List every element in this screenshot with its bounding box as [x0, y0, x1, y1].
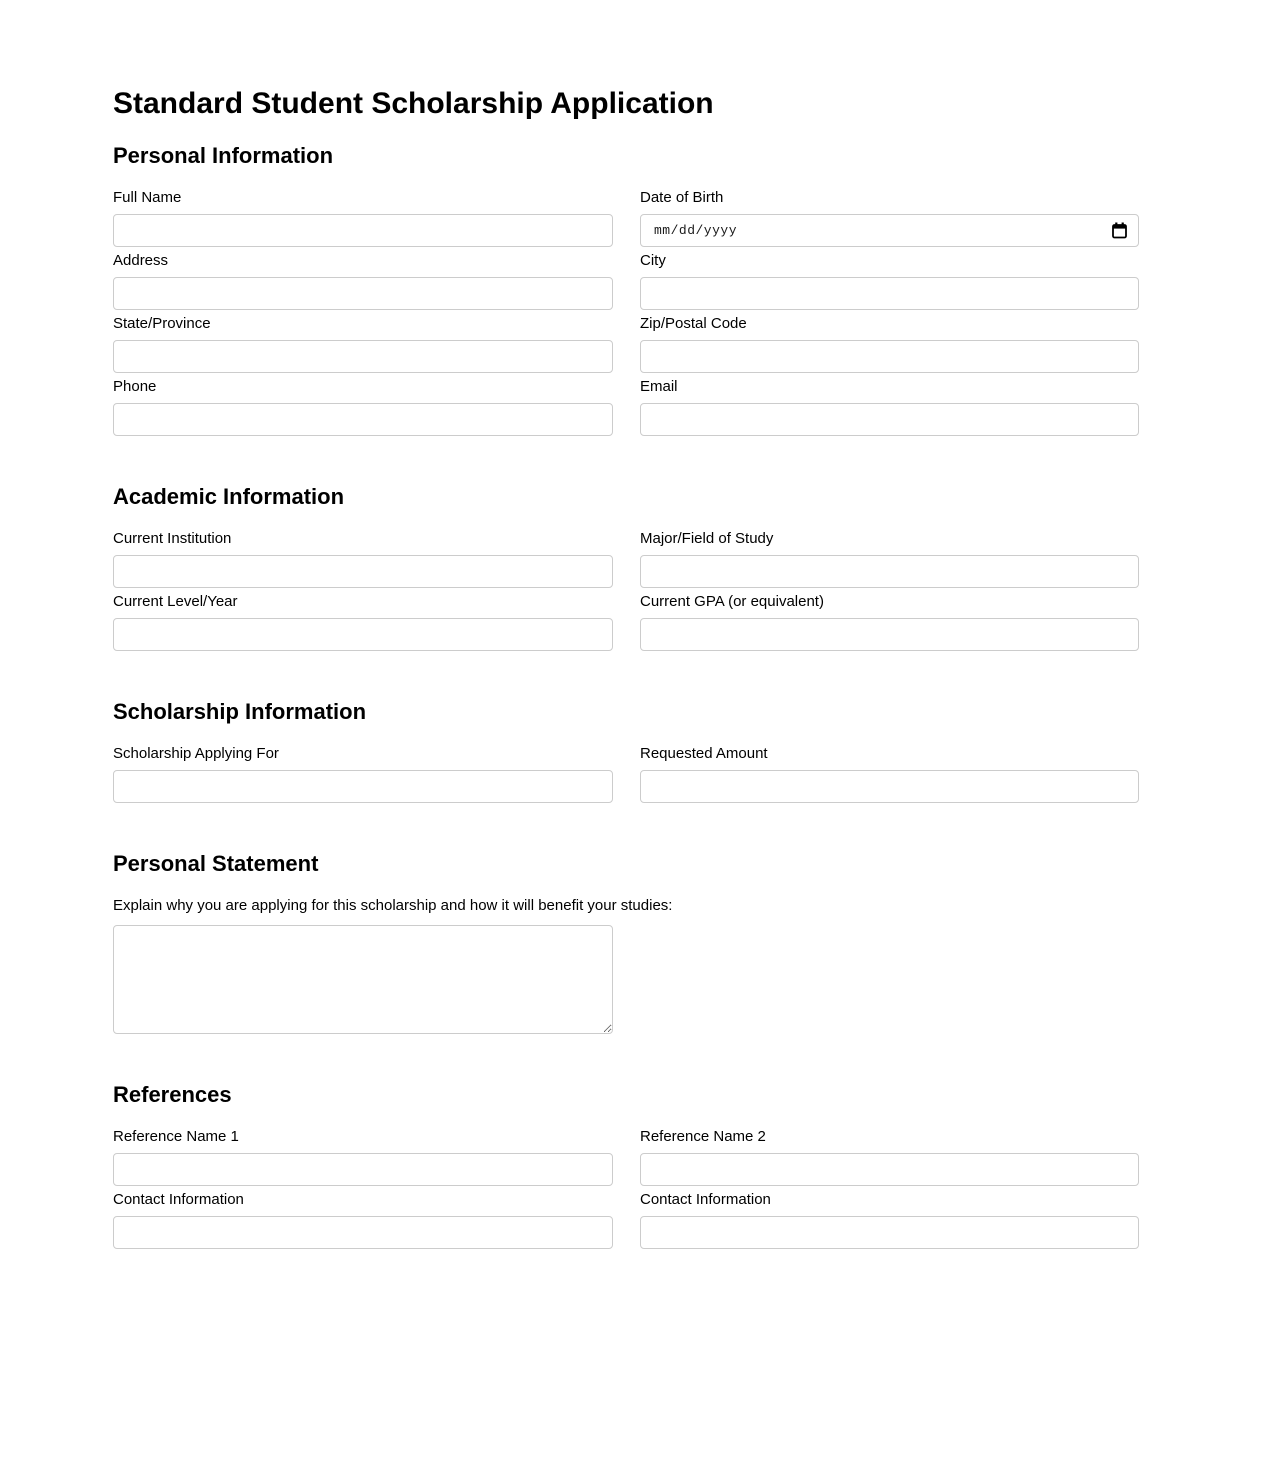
page-title: Standard Student Scholarship Application — [113, 87, 714, 120]
field-city — [640, 252, 1139, 310]
field-phone — [113, 378, 613, 436]
state-province-label: State/Province — [113, 315, 211, 332]
field-current-gpa — [640, 593, 1139, 651]
references-heading: References — [113, 1082, 232, 1107]
field-state-province — [113, 315, 613, 373]
scholarship-applying-for-input[interactable] — [113, 770, 613, 803]
phone-label: Phone — [113, 378, 157, 395]
section-personal-information — [113, 143, 1139, 436]
requested-amount-input[interactable] — [640, 770, 1139, 803]
current-institution-input[interactable] — [113, 555, 613, 588]
field-current-level-year — [113, 593, 613, 651]
section-scholarship-information — [113, 699, 1139, 803]
reference-2-contact-input[interactable] — [640, 1216, 1139, 1249]
scholarship-information-heading: Scholarship Information — [113, 699, 367, 724]
field-email — [640, 378, 1139, 436]
reference-name-2-label: Reference Name 2 — [640, 1128, 766, 1145]
section-references — [113, 1082, 1139, 1249]
address-input[interactable] — [113, 277, 613, 310]
requested-amount-label: Requested Amount — [640, 745, 768, 762]
current-level-year-input[interactable] — [113, 618, 613, 651]
address-label: Address — [113, 252, 169, 269]
full-name-input[interactable] — [113, 214, 613, 247]
date-placeholder: mm/dd/yyyy — [654, 223, 738, 238]
email-input[interactable] — [640, 403, 1139, 436]
reference-1-contact-input[interactable] — [113, 1216, 613, 1249]
field-reference-name-1 — [113, 1128, 613, 1186]
state-province-input[interactable] — [113, 340, 613, 373]
field-major-field-of-study — [640, 530, 1139, 588]
zip-postal-code-input[interactable] — [640, 340, 1139, 373]
academic-information-grid — [113, 530, 1139, 651]
personal-statement-textarea[interactable] — [113, 925, 613, 1034]
personal-information-grid — [113, 189, 1139, 436]
academic-information-heading: Academic Information — [113, 484, 345, 509]
field-scholarship-applying-for — [113, 745, 613, 803]
reference-name-2-input[interactable] — [640, 1153, 1139, 1186]
reference-1-contact-label: Contact Information — [113, 1191, 244, 1208]
form-content — [113, 86, 1139, 1249]
calendar-icon[interactable] — [1111, 222, 1128, 239]
reference-name-1-label: Reference Name 1 — [113, 1128, 239, 1145]
field-requested-amount — [640, 745, 1139, 803]
field-reference-2-contact — [640, 1191, 1139, 1249]
email-label: Email — [640, 378, 678, 395]
full-name-label: Full Name — [113, 189, 182, 206]
field-current-institution — [113, 530, 613, 588]
reference-name-1-input[interactable] — [113, 1153, 613, 1186]
personal-statement-heading: Personal Statement — [113, 851, 319, 876]
current-gpa-label: Current GPA (or equivalent) — [640, 593, 824, 610]
references-grid — [113, 1128, 1139, 1249]
field-zip-postal-code — [640, 315, 1139, 373]
phone-input[interactable] — [113, 403, 613, 436]
city-input[interactable] — [640, 277, 1139, 310]
reference-2-contact-label: Contact Information — [640, 1191, 771, 1208]
date-of-birth-label: Date of Birth — [640, 189, 724, 206]
current-level-year-label: Current Level/Year — [113, 593, 238, 610]
field-full-name — [113, 189, 613, 247]
field-reference-name-2 — [640, 1128, 1139, 1186]
major-field-of-study-label: Major/Field of Study — [640, 530, 774, 547]
current-institution-label: Current Institution — [113, 530, 232, 547]
section-personal-statement — [113, 851, 1139, 1034]
major-field-of-study-input[interactable] — [640, 555, 1139, 588]
scholarship-information-grid — [113, 745, 1139, 803]
zip-postal-code-label: Zip/Postal Code — [640, 315, 747, 332]
personal-information-heading: Personal Information — [113, 143, 334, 168]
field-address — [113, 252, 613, 310]
field-date-of-birth — [640, 189, 1139, 247]
personal-statement-prompt: Explain why you are applying for this scholarship and how it will benefit your studies: — [113, 897, 673, 914]
city-label: City — [640, 252, 666, 269]
date-of-birth-input[interactable] — [640, 214, 1139, 247]
section-academic-information — [113, 484, 1139, 651]
current-gpa-input[interactable] — [640, 618, 1139, 651]
scholarship-applying-for-label: Scholarship Applying For — [113, 745, 279, 762]
field-reference-1-contact — [113, 1191, 613, 1249]
